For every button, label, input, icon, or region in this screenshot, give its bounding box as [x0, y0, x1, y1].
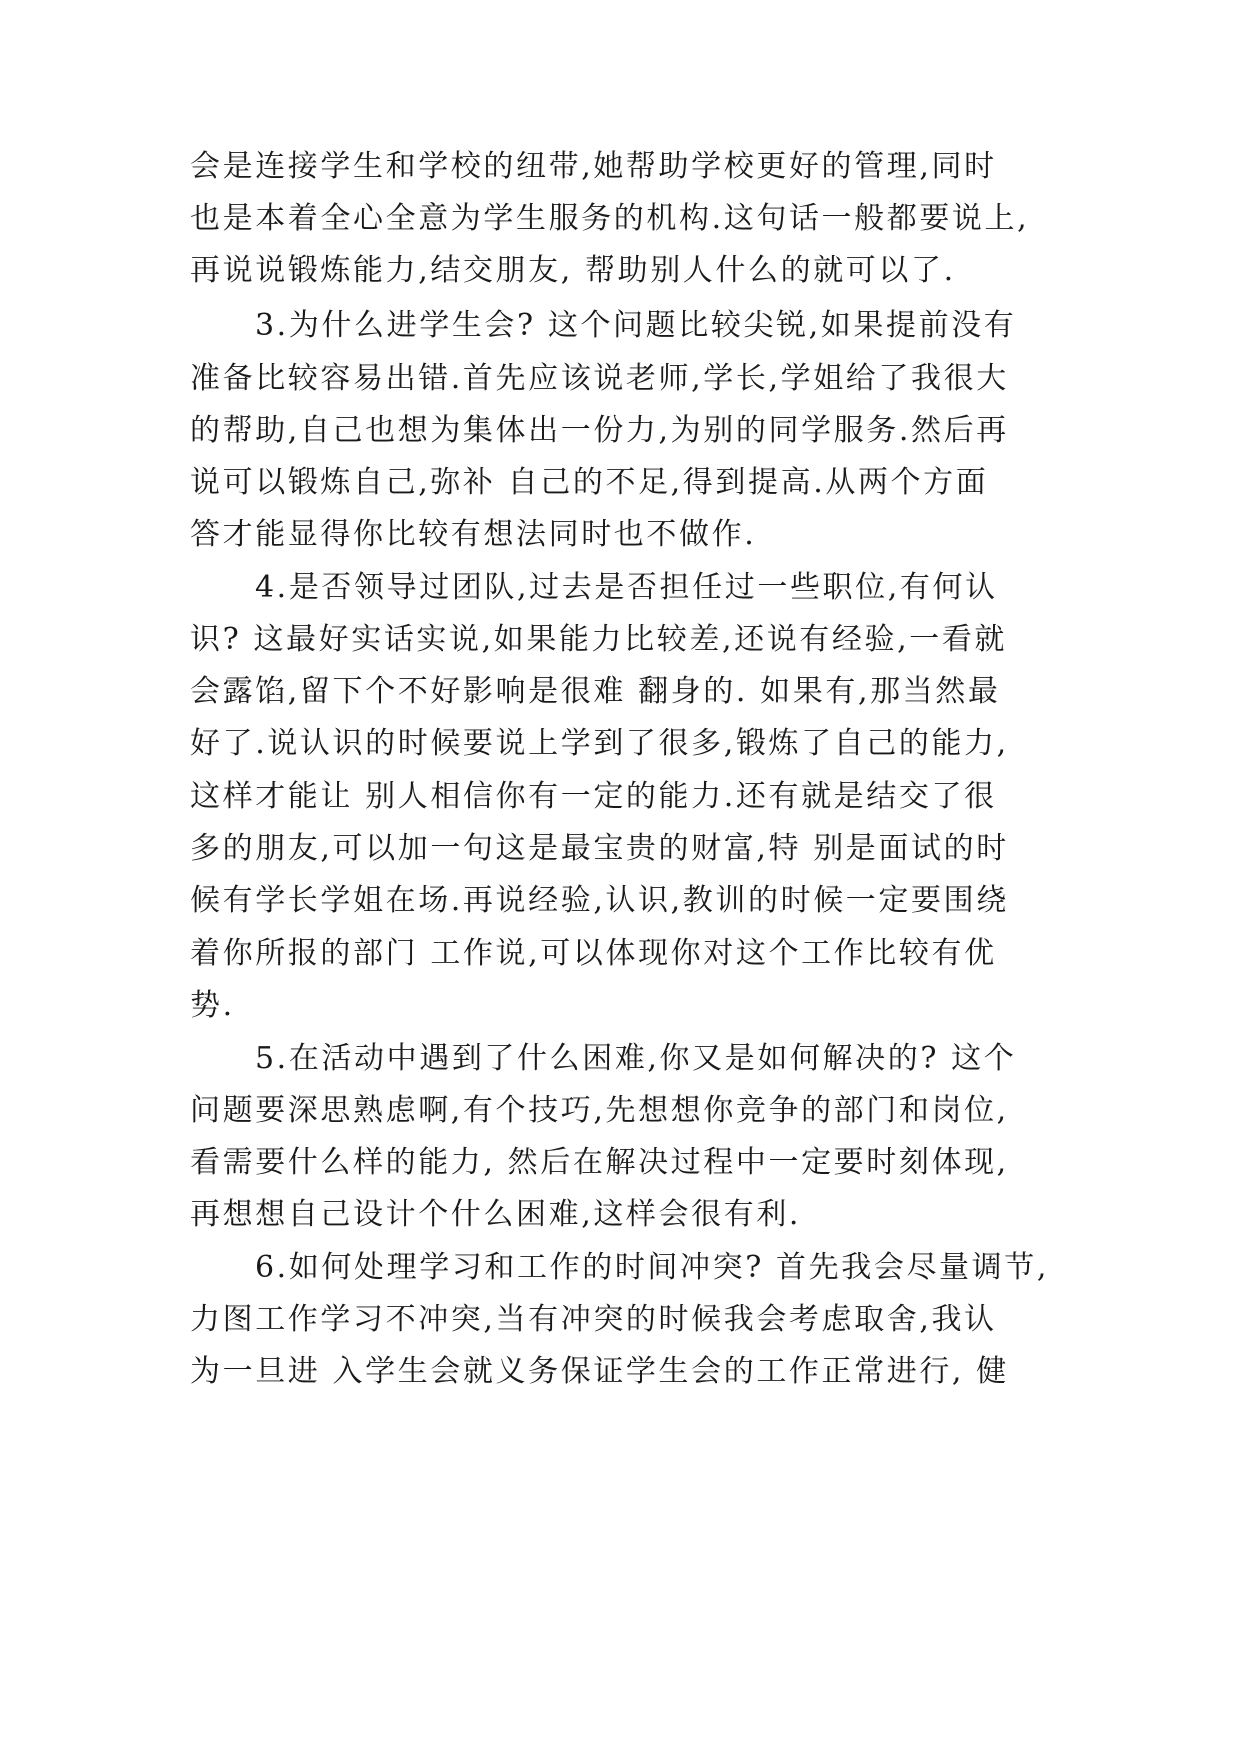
text-line: 也是本着全心全意为学生服务的机构.这句话一般都要说上,: [190, 201, 1030, 236]
text-line: 再说说锻炼能力,结交朋友, 帮助别人什么的就可以了.: [190, 253, 956, 288]
text-line: 多的朋友,可以加一句这是最宝贵的财富,特 别是面试的时: [190, 831, 1009, 866]
text-line: 好了.说认识的时候要说上学到了很多,锻炼了自己的能力,: [190, 726, 1009, 761]
text-line: 问题要深思熟虑啊,有个技巧,先想想你竞争的部门和岗位,: [190, 1093, 1009, 1128]
text-line: 说可以锻炼自己,弥补 自己的不足,得到提高.从两个方面: [190, 465, 989, 500]
text-line: 候有学长学姐在场.再说经验,认识,教训的时候一定要围绕: [190, 883, 1009, 918]
text-line: 识? 这最好实话实说,如果能力比较差,还说有经验,一看就: [190, 622, 1008, 657]
text-line: 会露馅,留下个不好影响是很难 翻身的. 如果有,那当然最: [190, 674, 1001, 709]
paragraph-6-start: 6.如何处理学习和工作的时间冲突? 首先我会尽量调节,: [255, 1250, 1049, 1285]
paragraph-4-start: 4.是否领导过团队,过去是否担任过一些职位,有何认: [255, 570, 998, 605]
text-line: 会是连接学生和学校的纽带,她帮助学校更好的管理,同时: [190, 149, 997, 184]
text-line: 看需要什么样的能力, 然后在解决过程中一定要时刻体现,: [190, 1145, 1009, 1180]
paragraph-3-start: 3.为什么进学生会? 这个问题比较尖锐,如果提前没有: [255, 308, 1017, 343]
text-line: 的帮助,自己也想为集体出一份力,为别的同学服务.然后再: [190, 413, 1009, 448]
text-line: 再想想自己设计个什么困难,这样会很有利.: [190, 1197, 802, 1232]
text-line: 这样才能让 别人相信你有一定的能力.还有就是结交了很: [190, 779, 997, 814]
paragraph-5-start: 5.在活动中遇到了什么困难,你又是如何解决的? 这个: [255, 1041, 1017, 1076]
text-line: 着你所报的部门 工作说,可以体现你对这个工作比较有优: [190, 936, 997, 971]
text-line: 为一旦进 入学生会就义务保证学生会的工作正常进行, 健: [190, 1354, 1009, 1389]
text-line: 力图工作学习不冲突,当有冲突的时候我会考虑取舍,我认: [190, 1302, 997, 1337]
text-line: 势.: [190, 988, 235, 1023]
text-line: 准备比较容易出错.首先应该说老师,学长,学姐给了我很大: [190, 361, 1009, 396]
text-line: 答才能显得你比较有想法同时也不做作.: [190, 517, 757, 552]
